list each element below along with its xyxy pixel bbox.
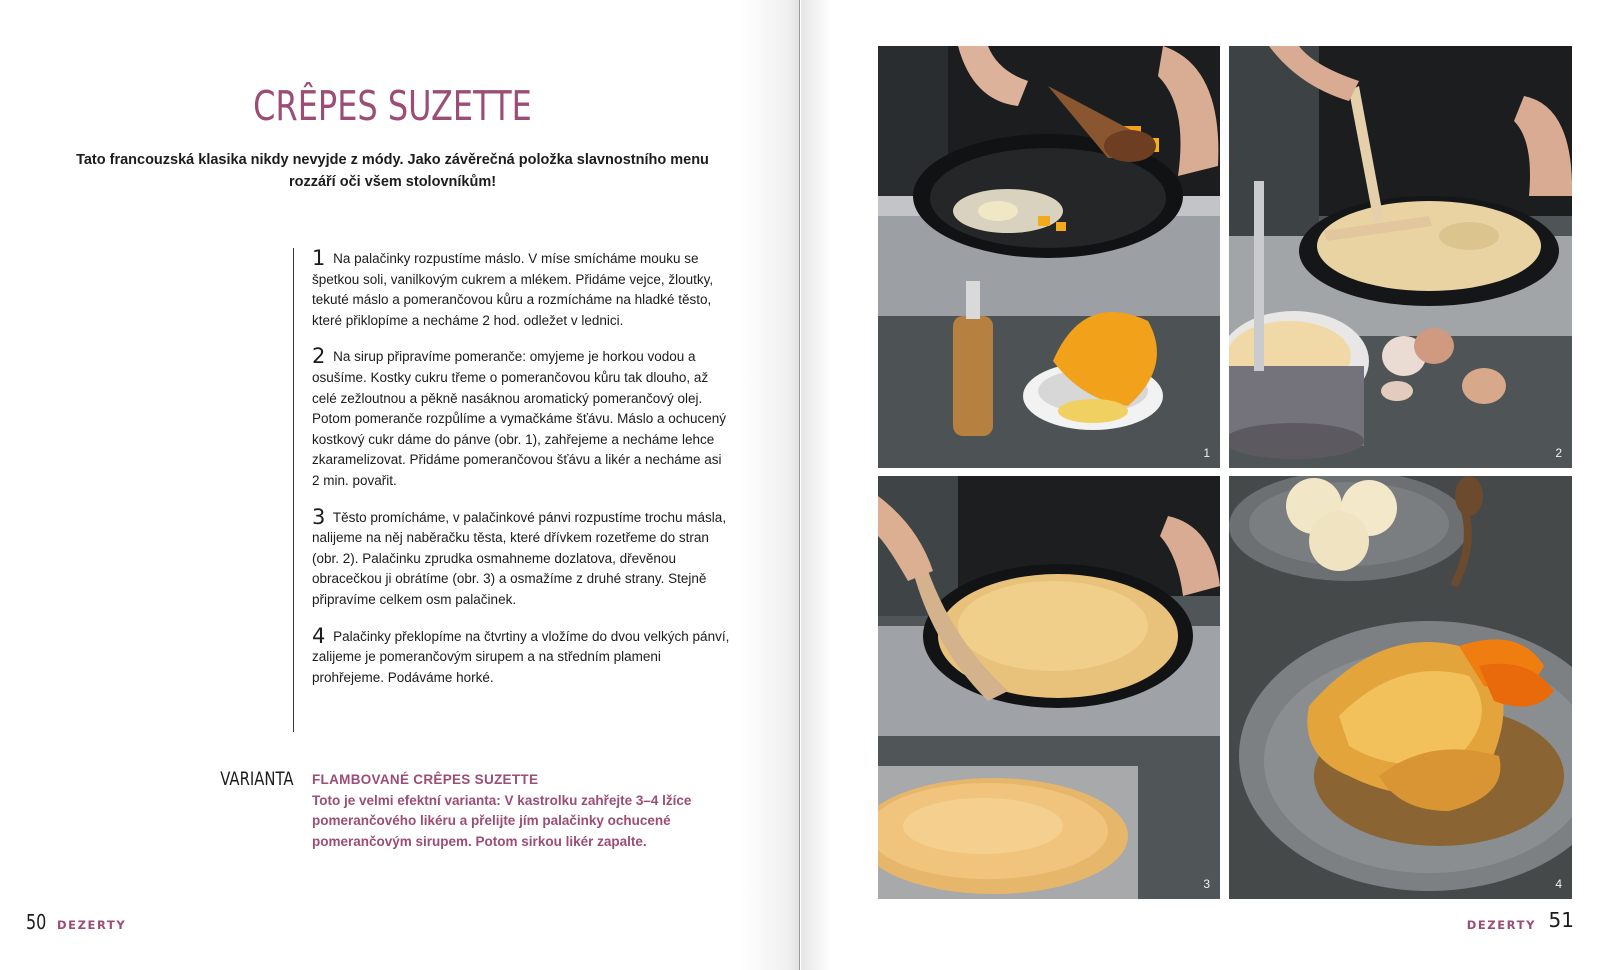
photo-step-4-image (1229, 476, 1572, 899)
variant-box (312, 770, 732, 852)
step-text: Těsto promícháme, v palačinkové pánvi rozpustíme trochu másla, nalijeme na něj naběračku těsta, které dřívkem rozetřeme do stran (obr. 2). Palačinku zprudka osmahneme dozlatova, dřevěnou obracečkou ji obrátíme (obr. 3) a osmažíme z druhé strany. Stejně připravíme celkem osm palačinek. (312, 509, 727, 607)
gutter-shadow-right (801, 0, 831, 970)
column-divider (293, 248, 294, 732)
step-text: Palačinky překlopíme na čtvrtiny a vložíme do dvou velkých pánví, zalijeme je pomerančovým sirupem a na středním plameni prohřejeme. Podáváme horké. (312, 628, 730, 685)
right-page-number: 51 (1548, 908, 1574, 932)
variant-title: FLAMBOVANÉ CRÊPES SUZETTE (312, 772, 539, 787)
step-text: Na palačinky rozpustíme máslo. V míse smícháme mouku se špetkou soli, vanilkovým cukrem a mlékem. Přidáme vejce, žloutky, tekuté máslo a pomerančovou kůru a rozmícháme na hladké těsto, které přiklopíme a necháme 2 hod. odležet v lednici. (312, 251, 714, 328)
photo-step-2-image (1229, 46, 1572, 468)
step-3 (312, 504, 732, 611)
step-number: 3 (312, 504, 326, 529)
photo-number: 1 (1203, 446, 1210, 460)
step-4 (312, 623, 732, 689)
photo-number: 2 (1555, 446, 1562, 460)
recipe-title: CRÊPES SUZETTE (253, 82, 532, 130)
photo-step-3-image (878, 476, 1220, 899)
variant-label: VARIANTA (220, 768, 294, 790)
gutter-shadow (740, 0, 800, 970)
left-page-number: 50 (26, 910, 47, 934)
photo-step-4 (1229, 476, 1572, 899)
step-2 (312, 346, 732, 491)
photo-step-1-image (878, 46, 1220, 468)
recipe-intro: Tato francouzská klasika nikdy nevyjde z módy. Jako závěrečná položka slavnostního menu rozzáří oči všem stolovníkům! (76, 152, 709, 190)
photo-step-2 (1229, 46, 1572, 468)
photo-step-1 (878, 46, 1220, 468)
photo-number: 3 (1203, 877, 1210, 891)
left-section-name: DEZERTY (57, 918, 127, 932)
step-text: Na sirup připravíme pomeranče: omyjeme je horkou vodou a osušíme. Kostky cukru třeme o pomerančovou kůru tak dlouho, až celé zežloutnou a pěkně nasáknou aromatický pomerančový olej. Potom pomeranče rozpůlíme a vymačkáme šťávu. Máslo a ochucený kostkový cukr dáme do pánve (obr. 1), zahřejeme a necháme lehce zkaramelizovat. Přidáme pomerančovou šťávu a likér a necháme asi 2 min. povařit. (312, 349, 726, 488)
step-1 (312, 248, 732, 331)
method-steps (312, 248, 732, 703)
photo-step-3 (878, 476, 1220, 899)
step-number: 1 (312, 246, 326, 270)
variant-text: Toto je velmi efektní varianta: V kastrolku zahřejte 3–4 lžíce pomerančového likéru a přelijte jím palačinky ochucené pomerančovým sirupem. Potom sirkou likér zapalte. (312, 792, 692, 849)
photo-number: 4 (1555, 877, 1562, 891)
step-number: 2 (312, 344, 326, 369)
step-number: 4 (312, 623, 326, 648)
right-section-name: DEZERTY (1466, 918, 1536, 932)
